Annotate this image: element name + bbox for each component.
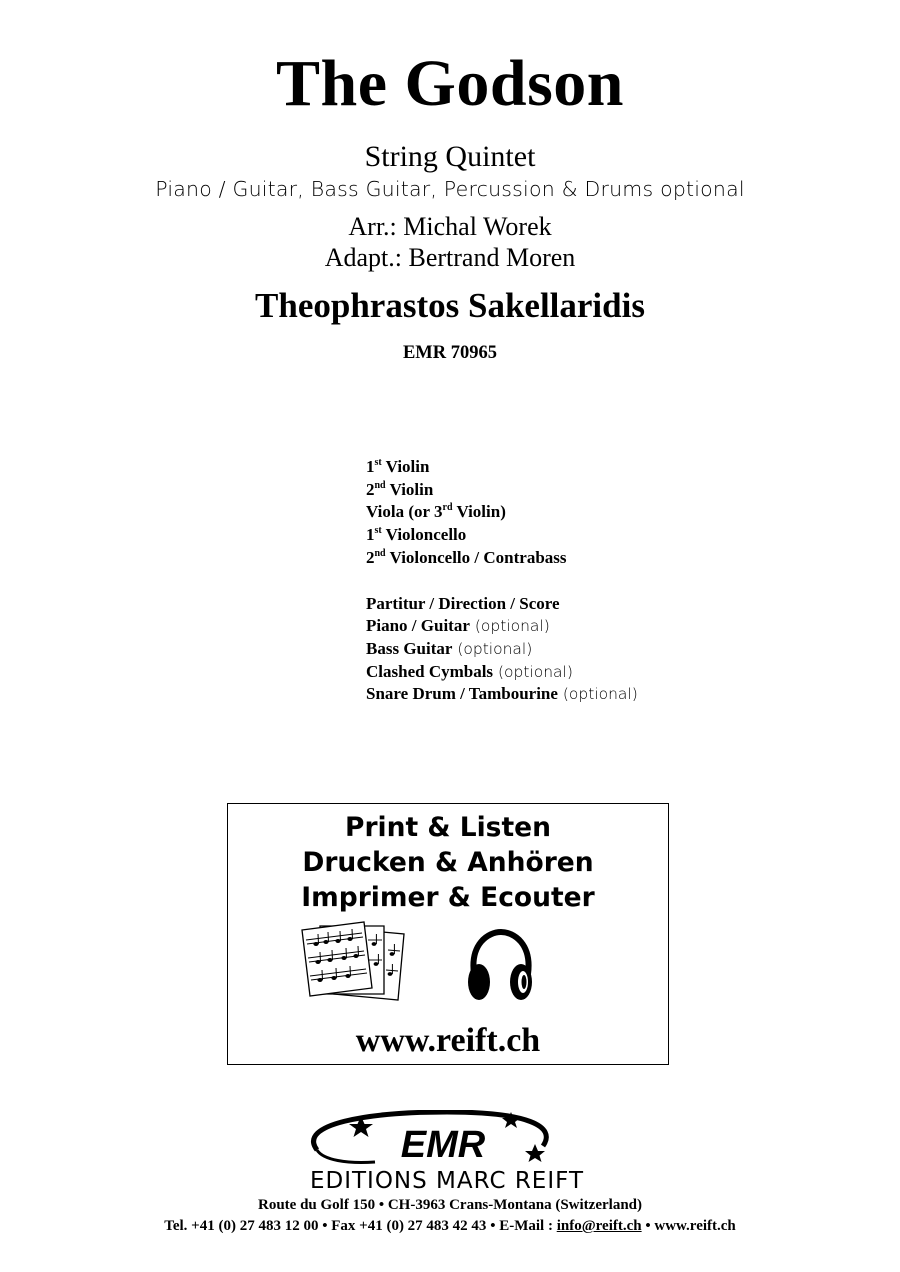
arranger-credit: Arr.: Michal Worek [348, 212, 552, 241]
extra-part-item: Bass Guitar (optional) [366, 638, 533, 658]
score-title: The Godson [276, 47, 624, 120]
promo-line-fr: Imprimer & Ecouter [301, 882, 595, 913]
adapter-credit: Adapt.: Bertrand Moren [324, 243, 576, 272]
print-listen-box [227, 803, 669, 1065]
website-link[interactable]: www.reift.ch [654, 1218, 736, 1234]
part-item: Viola (or 3rd Violin) [366, 502, 506, 522]
svg-text:EMR: EMR [400, 1124, 486, 1166]
composer-name: Theophrastos Sakellaridis [255, 286, 645, 325]
parts-list [366, 456, 638, 706]
promo-line-de: Drucken & Anhören [302, 847, 594, 878]
part-item: 1st Violin [366, 457, 430, 476]
promo-url[interactable]: www.reift.ch [355, 1022, 541, 1059]
publisher-address: Route du Golf 150 • CH-3963 Crans-Montana (Switzerland) [258, 1197, 642, 1213]
svg-text:EDITIONS MARC REIFT: EDITIONS MARC REIFT [309, 1168, 585, 1194]
extra-part-item: Snare Drum / Tambourine (optional) [366, 684, 638, 704]
email-label: E-Mail : [499, 1218, 553, 1234]
emr-logo [257, 1110, 643, 1194]
extra-part-item: Piano / Guitar (optional) [366, 616, 550, 636]
extra-part-item: Partitur / Direction / Score [366, 593, 560, 613]
email-link[interactable]: info@reift.ch [556, 1218, 642, 1234]
part-item: 2nd Violoncello / Contrabass [366, 547, 567, 567]
fax-number: Fax +41 (0) 27 483 42 43 [331, 1218, 487, 1234]
phone-number: Tel. +41 (0) 27 483 12 00 [164, 1218, 319, 1234]
instrumentation-line: Piano / Guitar, Bass Guitar, Percussion & Drums optional [155, 177, 745, 201]
promo-line-en: Print & Listen [345, 812, 551, 843]
score-subtitle: String Quintet [364, 140, 536, 173]
headphones-icon [466, 928, 536, 1004]
part-item: 1st Violoncello [366, 525, 467, 545]
publisher-contact: Tel. +41 (0) 27 483 12 00 • Fax +41 (0) 27 483 42 43 • E-Mail : info@reift.ch • www.reift.ch [164, 1218, 736, 1234]
sheet-music-icon [300, 920, 412, 1002]
extra-part-item: Clashed Cymbals (optional) [366, 661, 573, 681]
part-item: 2nd Violin [366, 479, 434, 499]
catalog-number: EMR 70965 [402, 343, 498, 363]
